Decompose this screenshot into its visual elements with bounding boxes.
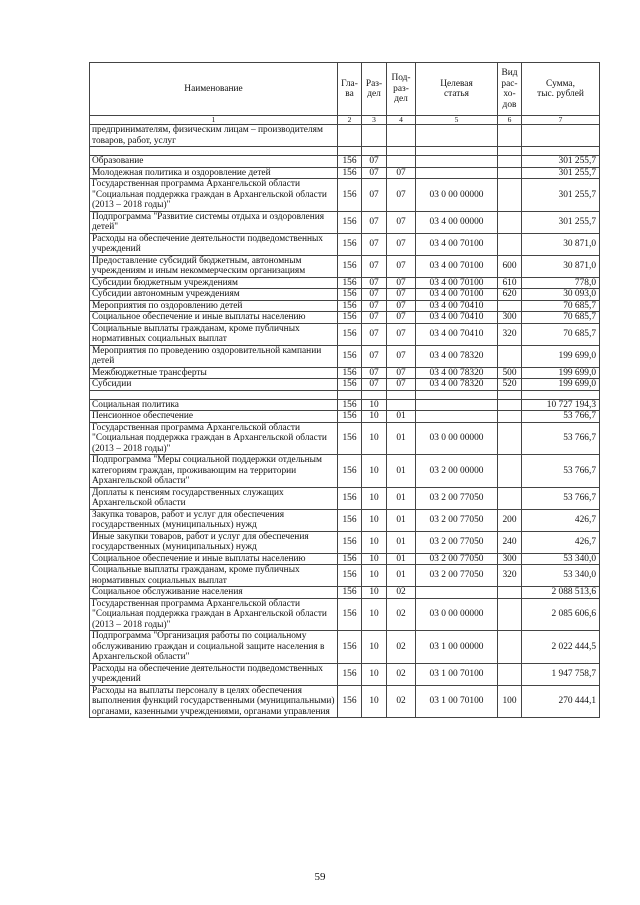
row-podrazdel: 01 xyxy=(387,455,416,488)
table-row xyxy=(90,685,600,718)
row-name: Субсидии бюджетным учреждениям xyxy=(90,277,338,289)
row-summa: 53 340,0 xyxy=(522,553,600,565)
row-tselevaya: 03 4 00 78320 xyxy=(416,379,498,391)
row-podrazdel: 02 xyxy=(387,631,416,664)
blank-cell xyxy=(362,390,387,399)
row-glava: 156 xyxy=(338,685,362,718)
row-razdel: 10 xyxy=(362,631,387,664)
column-number: 2 xyxy=(338,116,362,125)
row-summa: 199 699,0 xyxy=(522,345,600,367)
row-razdel: 10 xyxy=(362,531,387,553)
table-row xyxy=(90,487,600,509)
row-razdel: 07 xyxy=(362,345,387,367)
column-number-row xyxy=(90,116,600,125)
row-tselevaya: 03 2 00 00000 xyxy=(416,455,498,488)
row-summa: 53 340,0 xyxy=(522,565,600,587)
row-name: Социальные выплаты гражданам, кроме публичных нормативных социальных выплат xyxy=(90,565,338,587)
row-podrazdel xyxy=(387,156,416,168)
row-tselevaya: 03 2 00 77050 xyxy=(416,487,498,509)
row-glava: 156 xyxy=(338,379,362,391)
table-row xyxy=(90,167,600,179)
row-podrazdel: 07 xyxy=(387,323,416,345)
row-razdel: 10 xyxy=(362,455,387,488)
row-podrazdel: 07 xyxy=(387,312,416,324)
header-tselevaya: Целевая статья xyxy=(416,63,498,116)
row-razdel: 07 xyxy=(362,179,387,212)
row-name: Пенсионное обеспечение xyxy=(90,411,338,423)
row-vid: 240 xyxy=(498,531,522,553)
column-number: 7 xyxy=(522,116,600,125)
table-row xyxy=(90,587,600,599)
row-razdel: 10 xyxy=(362,553,387,565)
table-row xyxy=(90,455,600,488)
row-summa: 70 685,7 xyxy=(522,312,600,324)
row-tselevaya xyxy=(416,156,498,168)
row-tselevaya: 03 4 00 00000 xyxy=(416,211,498,233)
blank-cell xyxy=(498,390,522,399)
row-tselevaya: 03 0 00 00000 xyxy=(416,179,498,212)
row-summa: 30 871,0 xyxy=(522,233,600,255)
row-summa: 30 093,0 xyxy=(522,289,600,301)
row-vid: 600 xyxy=(498,255,522,277)
row-summa: 70 685,7 xyxy=(522,300,600,312)
row-podrazdel: 02 xyxy=(387,685,416,718)
row-podrazdel: 07 xyxy=(387,233,416,255)
row-razdel: 10 xyxy=(362,422,387,455)
row-tselevaya xyxy=(416,587,498,599)
row-name: Социальное обслуживание населения xyxy=(90,587,338,599)
blank-cell xyxy=(522,390,600,399)
row-summa: 199 699,0 xyxy=(522,367,600,379)
row-tselevaya: 03 4 00 70410 xyxy=(416,312,498,324)
row-name: Молодежная политика и оздоровление детей xyxy=(90,167,338,179)
row-razdel xyxy=(362,125,387,147)
row-vid: 500 xyxy=(498,367,522,379)
row-glava: 156 xyxy=(338,455,362,488)
table-row xyxy=(90,323,600,345)
row-summa: 2 085 606,6 xyxy=(522,598,600,631)
row-glava: 156 xyxy=(338,156,362,168)
row-summa: 53 766,7 xyxy=(522,487,600,509)
row-vid xyxy=(498,211,522,233)
row-name: Субсидии автономным учреждениям xyxy=(90,289,338,301)
row-name: Государственная программа Архангельской области "Социальная поддержка граждан в Архангельской области (2013 – 2018 годы)" xyxy=(90,179,338,212)
row-tselevaya: 03 4 00 78320 xyxy=(416,367,498,379)
row-tselevaya xyxy=(416,399,498,411)
row-glava: 156 xyxy=(338,179,362,212)
table-row xyxy=(90,663,600,685)
row-vid xyxy=(498,455,522,488)
row-name: Мероприятия по проведению оздоровительной кампании детей xyxy=(90,345,338,367)
row-razdel: 07 xyxy=(362,167,387,179)
row-summa: 270 444,1 xyxy=(522,685,600,718)
header-summa: Сумма, тыс. рублей xyxy=(522,63,600,116)
row-name: Иные закупки товаров, работ и услуг для обеспечения государственных (муниципальных) нужд xyxy=(90,531,338,553)
table-row xyxy=(90,631,600,664)
table-row xyxy=(90,553,600,565)
table-row xyxy=(90,509,600,531)
row-vid xyxy=(498,167,522,179)
blank-cell xyxy=(90,390,338,399)
row-glava: 156 xyxy=(338,345,362,367)
row-razdel: 07 xyxy=(362,312,387,324)
table-row xyxy=(90,411,600,423)
row-name: Социальное обеспечение и иные выплаты населению xyxy=(90,312,338,324)
row-podrazdel: 02 xyxy=(387,598,416,631)
row-vid xyxy=(498,598,522,631)
table-row-blank xyxy=(90,390,600,399)
table-row xyxy=(90,277,600,289)
row-podrazdel: 01 xyxy=(387,422,416,455)
row-tselevaya: 03 2 00 77050 xyxy=(416,509,498,531)
row-glava: 156 xyxy=(338,531,362,553)
row-razdel: 10 xyxy=(362,509,387,531)
row-glava: 156 xyxy=(338,312,362,324)
row-summa xyxy=(522,125,600,147)
row-razdel: 07 xyxy=(362,300,387,312)
row-podrazdel: 07 xyxy=(387,289,416,301)
row-summa: 301 255,7 xyxy=(522,179,600,212)
row-vid xyxy=(498,411,522,423)
column-number: 4 xyxy=(387,116,416,125)
row-vid: 620 xyxy=(498,289,522,301)
row-razdel: 07 xyxy=(362,156,387,168)
row-vid: 320 xyxy=(498,565,522,587)
table-row xyxy=(90,399,600,411)
row-vid: 100 xyxy=(498,685,522,718)
blank-cell xyxy=(498,147,522,156)
row-summa: 301 255,7 xyxy=(522,156,600,168)
row-razdel: 07 xyxy=(362,289,387,301)
row-razdel: 10 xyxy=(362,487,387,509)
row-summa: 778,0 xyxy=(522,277,600,289)
row-vid xyxy=(498,125,522,147)
row-podrazdel: 01 xyxy=(387,553,416,565)
column-number: 6 xyxy=(498,116,522,125)
row-glava: 156 xyxy=(338,565,362,587)
header-vid: Вид рас- хо- дов xyxy=(498,63,522,116)
row-name: Государственная программа Архангельской области "Социальная поддержка граждан в Архангельской области (2013 – 2018 годы)" xyxy=(90,598,338,631)
row-name: Доплаты к пенсиям государственных служащих Архангельской области xyxy=(90,487,338,509)
row-summa: 53 766,7 xyxy=(522,411,600,423)
row-tselevaya: 03 4 00 70100 xyxy=(416,255,498,277)
row-summa: 30 871,0 xyxy=(522,255,600,277)
row-glava: 156 xyxy=(338,233,362,255)
table-row xyxy=(90,125,600,147)
row-summa: 301 255,7 xyxy=(522,211,600,233)
row-glava: 156 xyxy=(338,509,362,531)
row-glava: 156 xyxy=(338,553,362,565)
row-tselevaya: 03 4 00 70410 xyxy=(416,323,498,345)
row-name: Мероприятия по оздоровлению детей xyxy=(90,300,338,312)
row-vid xyxy=(498,233,522,255)
row-name: Социальное обеспечение и иные выплаты населению xyxy=(90,553,338,565)
row-name: Социальные выплаты гражданам, кроме публичных нормативных социальных выплат xyxy=(90,323,338,345)
row-razdel: 07 xyxy=(362,211,387,233)
blank-cell xyxy=(416,147,498,156)
row-razdel: 07 xyxy=(362,255,387,277)
blank-cell xyxy=(338,390,362,399)
row-tselevaya: 03 0 00 00000 xyxy=(416,422,498,455)
row-summa: 301 255,7 xyxy=(522,167,600,179)
row-razdel: 07 xyxy=(362,233,387,255)
row-podrazdel: 07 xyxy=(387,167,416,179)
row-summa: 70 685,7 xyxy=(522,323,600,345)
row-razdel: 10 xyxy=(362,411,387,423)
header-row xyxy=(90,63,600,116)
row-podrazdel: 07 xyxy=(387,255,416,277)
row-tselevaya: 03 2 00 77050 xyxy=(416,565,498,587)
row-glava: 156 xyxy=(338,663,362,685)
row-vid: 300 xyxy=(498,553,522,565)
column-number: 3 xyxy=(362,116,387,125)
row-razdel: 10 xyxy=(362,685,387,718)
row-summa: 10 727 194,3 xyxy=(522,399,600,411)
row-name: Подпрограмма "Организация работы по социальному обслуживанию граждан и социальной защите населения в Архангельской области" xyxy=(90,631,338,664)
row-vid: 300 xyxy=(498,312,522,324)
row-vid xyxy=(498,663,522,685)
row-podrazdel: 07 xyxy=(387,300,416,312)
column-number: 1 xyxy=(90,116,338,125)
blank-cell xyxy=(362,147,387,156)
table-row xyxy=(90,422,600,455)
table-row xyxy=(90,531,600,553)
row-podrazdel: 01 xyxy=(387,411,416,423)
row-name: Расходы на обеспечение деятельности подведомственных учреждений xyxy=(90,233,338,255)
row-vid xyxy=(498,300,522,312)
table-row xyxy=(90,289,600,301)
row-glava: 156 xyxy=(338,422,362,455)
row-summa: 53 766,7 xyxy=(522,422,600,455)
row-tselevaya: 03 1 00 70100 xyxy=(416,663,498,685)
row-vid: 610 xyxy=(498,277,522,289)
header-razdel: Раз- дел xyxy=(362,63,387,116)
row-podrazdel: 07 xyxy=(387,345,416,367)
row-podrazdel: 01 xyxy=(387,487,416,509)
page-number: 59 xyxy=(314,871,326,883)
row-glava: 156 xyxy=(338,255,362,277)
row-vid xyxy=(498,179,522,212)
table-row xyxy=(90,598,600,631)
row-razdel: 07 xyxy=(362,277,387,289)
row-name: предпринимателям, физическим лицам – производителям товаров, работ, услуг xyxy=(90,125,338,147)
row-tselevaya xyxy=(416,411,498,423)
table-row-blank xyxy=(90,147,600,156)
table-body xyxy=(90,125,600,718)
row-vid xyxy=(498,422,522,455)
row-glava xyxy=(338,125,362,147)
row-glava: 156 xyxy=(338,277,362,289)
row-name: Межбюджетные трансферты xyxy=(90,367,338,379)
row-summa: 426,7 xyxy=(522,509,600,531)
row-glava: 156 xyxy=(338,300,362,312)
blank-cell xyxy=(387,390,416,399)
row-podrazdel: 07 xyxy=(387,179,416,212)
row-razdel: 10 xyxy=(362,565,387,587)
row-name: Предоставление субсидий бюджетным, автономным учреждениям и иным некоммерческим организациям xyxy=(90,255,338,277)
row-name: Подпрограмма "Меры социальной поддержки отдельным категориям граждан, проживающим на территории Архангельской области" xyxy=(90,455,338,488)
row-tselevaya: 03 4 00 70100 xyxy=(416,289,498,301)
blank-cell xyxy=(90,147,338,156)
budget-table-container xyxy=(89,62,599,718)
row-podrazdel xyxy=(387,125,416,147)
row-podrazdel xyxy=(387,399,416,411)
row-podrazdel: 07 xyxy=(387,367,416,379)
row-glava: 156 xyxy=(338,411,362,423)
blank-cell xyxy=(338,147,362,156)
row-tselevaya: 03 2 00 77050 xyxy=(416,553,498,565)
row-vid xyxy=(498,345,522,367)
row-razdel: 10 xyxy=(362,587,387,599)
row-vid: 320 xyxy=(498,323,522,345)
row-razdel: 07 xyxy=(362,323,387,345)
row-tselevaya: 03 1 00 70100 xyxy=(416,685,498,718)
table-row xyxy=(90,211,600,233)
row-glava: 156 xyxy=(338,399,362,411)
row-name: Расходы на выплаты персоналу в целях обеспечения выполнения функций государственными (муниципальными) органами, казенными учреждениями, органами управления xyxy=(90,685,338,718)
table-row xyxy=(90,179,600,212)
row-vid xyxy=(498,631,522,664)
row-tselevaya: 03 0 00 00000 xyxy=(416,598,498,631)
table-row xyxy=(90,312,600,324)
blank-cell xyxy=(416,390,498,399)
row-tselevaya: 03 4 00 70410 xyxy=(416,300,498,312)
row-vid xyxy=(498,156,522,168)
row-vid xyxy=(498,399,522,411)
row-name: Закупка товаров, работ и услуг для обеспечения государственных (муниципальных) нужд xyxy=(90,509,338,531)
row-glava: 156 xyxy=(338,211,362,233)
row-glava: 156 xyxy=(338,631,362,664)
row-razdel: 10 xyxy=(362,598,387,631)
row-glava: 156 xyxy=(338,598,362,631)
row-podrazdel: 01 xyxy=(387,509,416,531)
row-podrazdel: 07 xyxy=(387,211,416,233)
blank-cell xyxy=(387,147,416,156)
header-glava: Гла- ва xyxy=(338,63,362,116)
header-podrazdel: Под- раз- дел xyxy=(387,63,416,116)
row-name: Субсидии xyxy=(90,379,338,391)
row-name: Образование xyxy=(90,156,338,168)
row-vid: 520 xyxy=(498,379,522,391)
row-podrazdel: 07 xyxy=(387,379,416,391)
table-row xyxy=(90,156,600,168)
row-glava: 156 xyxy=(338,587,362,599)
column-number: 5 xyxy=(416,116,498,125)
row-glava: 156 xyxy=(338,289,362,301)
row-vid xyxy=(498,487,522,509)
row-summa: 1 947 758,7 xyxy=(522,663,600,685)
row-name: Социальная политика xyxy=(90,399,338,411)
row-glava: 156 xyxy=(338,323,362,345)
row-razdel: 10 xyxy=(362,399,387,411)
budget-table xyxy=(89,62,600,718)
row-summa: 2 088 513,6 xyxy=(522,587,600,599)
row-podrazdel: 01 xyxy=(387,565,416,587)
row-glava: 156 xyxy=(338,487,362,509)
table-row xyxy=(90,379,600,391)
row-podrazdel: 02 xyxy=(387,587,416,599)
row-glava: 156 xyxy=(338,367,362,379)
row-glava: 156 xyxy=(338,167,362,179)
row-tselevaya: 03 4 00 70100 xyxy=(416,233,498,255)
row-tselevaya xyxy=(416,125,498,147)
row-vid xyxy=(498,587,522,599)
row-summa: 2 022 444,5 xyxy=(522,631,600,664)
table-row xyxy=(90,300,600,312)
row-name: Подпрограмма "Развитие системы отдыха и оздоровления детей" xyxy=(90,211,338,233)
table-row xyxy=(90,367,600,379)
row-name: Расходы на обеспечение деятельности подведомственных учреждений xyxy=(90,663,338,685)
row-podrazdel: 01 xyxy=(387,531,416,553)
row-tselevaya xyxy=(416,167,498,179)
row-razdel: 10 xyxy=(362,663,387,685)
row-name: Государственная программа Архангельской области "Социальная поддержка граждан в Архангельской области (2013 – 2018 годы)" xyxy=(90,422,338,455)
row-summa: 199 699,0 xyxy=(522,379,600,391)
table-row xyxy=(90,255,600,277)
blank-cell xyxy=(522,147,600,156)
row-summa: 53 766,7 xyxy=(522,455,600,488)
row-podrazdel: 02 xyxy=(387,663,416,685)
row-podrazdel: 07 xyxy=(387,277,416,289)
row-tselevaya: 03 1 00 00000 xyxy=(416,631,498,664)
row-razdel: 07 xyxy=(362,367,387,379)
row-tselevaya: 03 4 00 78320 xyxy=(416,345,498,367)
table-row xyxy=(90,233,600,255)
table-row xyxy=(90,345,600,367)
row-summa: 426,7 xyxy=(522,531,600,553)
table-row xyxy=(90,565,600,587)
row-tselevaya: 03 4 00 70100 xyxy=(416,277,498,289)
row-vid: 200 xyxy=(498,509,522,531)
row-tselevaya: 03 2 00 77050 xyxy=(416,531,498,553)
header-name: Наименование xyxy=(90,63,338,116)
row-razdel: 07 xyxy=(362,379,387,391)
